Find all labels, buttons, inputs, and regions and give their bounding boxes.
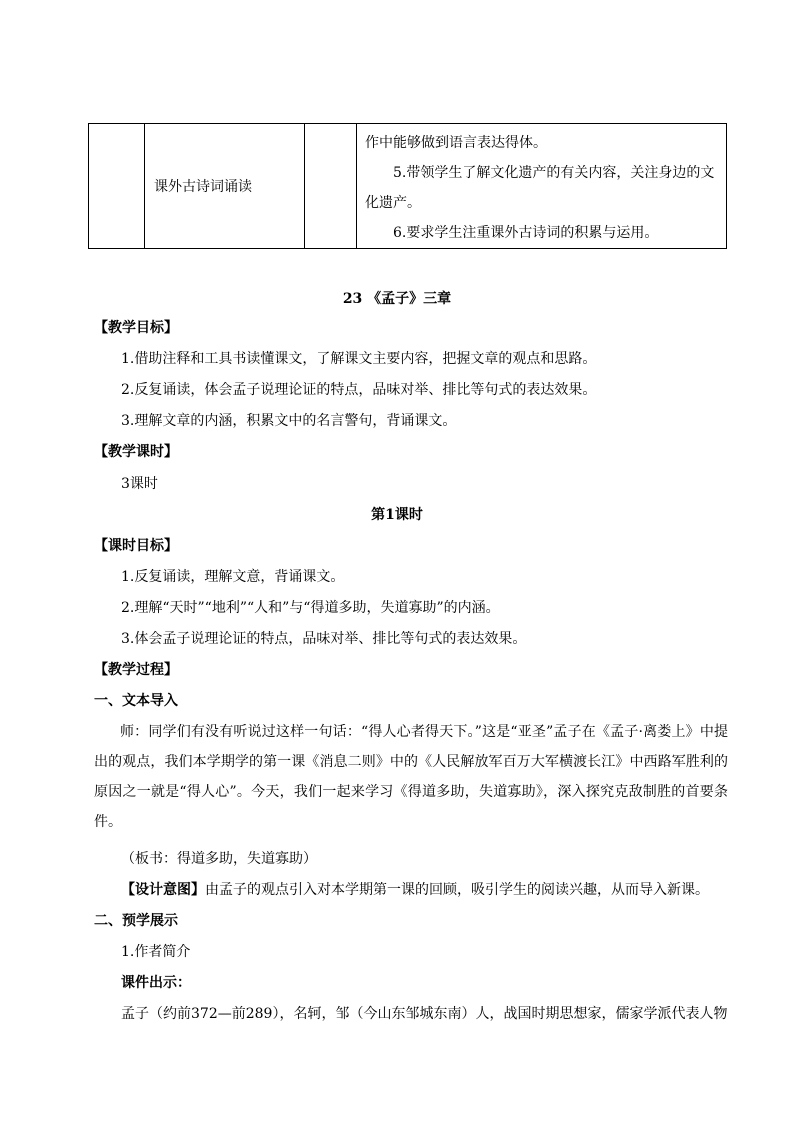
session-goals-heading: 【课时目标】 [94,538,178,554]
teaching-goal-item: 1.借助注释和工具书读懂课文，了解课文主要内容，把握文章的观点和思路。 [121,351,597,367]
section-title: 二、预学展示 [94,913,178,929]
teaching-goal-item: 3.理解文章的内涵，积累文中的名言警句，背诵课文。 [121,413,457,429]
design-intent [121,880,709,900]
teaching-goals-heading: 【教学目标】 [94,320,178,336]
process-heading: 【教学过程】 [94,662,178,678]
teaching-hours-heading: 【教学课时】 [94,444,178,460]
author-bio: 孟子（约前372—前289），名轲，邹（今山东邹城东南）人，战国时期思想家，儒家学派代表人物 [121,1006,728,1022]
table-cell-empty [305,124,357,249]
table-cell-empty [89,124,145,249]
session-goal-item: 2.理解“天时”“地利”“人和”与“得道多助，失道寡助”的内涵。 [121,600,500,616]
board-note: （板书：得道多助，失道寡助） [121,851,317,867]
course-table [88,123,727,249]
teaching-hours-value: 3课时 [121,476,158,492]
intro-paragraph: 师：同学们有没有听说过这样一句话：“得人心者得天下。”这是“亚圣”孟子在《孟子·离娄上》中提出的观点，我们本学期学的第一课《消息二则》中的《人民解放军百万大军横渡长江》中西路军胜利的原因之一就是“得人心”。今天，我们一起来学习《得道多助，失道寡助》，深入探究克敌制胜的首要条件。 [94,724,728,830]
table-content-line: 5.带领学生了解文化遗产的有关内容，关注身边的文化遗产。 [365,165,715,211]
table-cell-name: 课外古诗词诵读 [145,124,305,249]
design-intent-label: 【设计意图】 [121,882,205,898]
lesson-title: 23 《孟子》三章 [342,291,452,307]
subsection-title: 1.作者简介 [121,944,191,960]
section-title: 一、文本导入 [94,693,178,709]
table-content-line: 6.要求学生注重课外古诗词的积累与运用。 [393,225,659,241]
teaching-goal-item: 2.反复诵读，体会孟子说理论证的特点，品味对举、排比等句式的表达效果。 [121,382,597,398]
table-content-line: 作中能够做到语言表达得体。 [365,135,547,151]
table-cell-content [357,124,727,249]
table-row [89,124,727,249]
session-goal-item: 3.体会孟子说理论证的特点，品味对举、排比等句式的表达效果。 [121,631,527,647]
design-intent-text: 由孟子的观点引入对本学期第一课的回顾，吸引学生的阅读兴趣，从而导入新课。 [205,882,709,898]
courseware-label: 课件出示： [121,975,191,991]
session-title: 第1课时 [371,507,423,523]
session-goal-item: 1.反复诵读，理解文意，背诵课文。 [121,569,345,585]
